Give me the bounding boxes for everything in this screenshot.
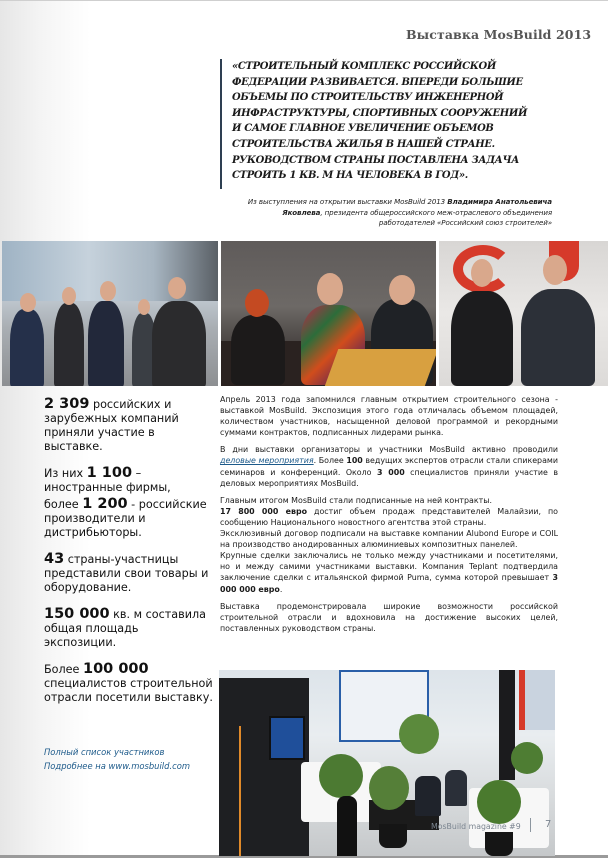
business-events-link[interactable]: деловые мероприятия: [220, 456, 314, 466]
stat-number: 2 309: [44, 396, 90, 412]
person-figure: [10, 309, 44, 386]
photo-strip: [0, 241, 608, 386]
magazine-issue: MosBuild magazine #9: [431, 822, 521, 831]
person-figure: [451, 291, 513, 386]
stat-companies: 2 309 российских и зарубежных компаний приняли участие в выставке.: [44, 396, 179, 453]
speaker-name: Владимира Анатольевича Яковлева: [282, 197, 552, 217]
person-head: [543, 255, 567, 285]
pull-quote: [220, 59, 560, 189]
stat-number: 1 200: [82, 496, 128, 512]
person-head: [389, 275, 415, 305]
paragraph: Апрель 2013 года запомнился главным открытием строительного сезона - выставкой MosBuild. Экспозиция этого года отличалась объемом площадей, количеством участников, насыщенной деловой программой и рекордными суммами контрактов, подписанных лидерами рынка.: [220, 395, 558, 438]
person-head: [317, 273, 343, 305]
paragraph: В дни выставки организаторы и участники MosBuild активно проводили деловые мероприятия. Более 100 ведущих экспертов отрасли стали спикерами семинаров и конференций. Около 3 000 специалистов приняли участие в деловых мероприятиях MosBuild.: [220, 445, 558, 488]
quote-line: РУКОВОДСТВОМ СТРАНЫ ПОСТАВЛЕНА ЗАДАЧА: [232, 154, 520, 166]
quote-attribution: [232, 197, 552, 229]
quote-line: СТРОИТЕЛЬСТВА ЖИЛЬЯ В НАШЕЙ СТРАНЕ.: [232, 138, 495, 150]
person-head: [100, 281, 116, 301]
visitor-figure: [445, 770, 467, 806]
staff-figure: [337, 796, 357, 856]
person-head: [20, 293, 36, 312]
paragraph: Выставка продемонстрировала широкие возможности российской строительной отрасли и вдохновила на достижение высоких целей, поставленных руководством страны.: [220, 601, 558, 633]
plant: [319, 754, 363, 798]
person-head: [62, 287, 76, 305]
paragraph: 17 800 000 евро достиг объем продаж представителей Малайзии, по сообщению Национального новостного агентства этой страны.: [220, 506, 558, 527]
mosbuild-website-link[interactable]: Подробнее на www.mosbuild.com: [44, 761, 190, 771]
stand-wall: [219, 678, 309, 856]
photo-meeting: [221, 241, 436, 386]
visitor-figure: [415, 776, 441, 816]
stat-number: 100 000: [83, 661, 149, 677]
person-figure: [521, 289, 595, 386]
paragraph: Эксклюзивный договор подписали на выставке компании Alubond Europe и COIL на производство анодированных алюминиевых композитных панелей.: [220, 529, 558, 550]
footer-divider: [530, 818, 531, 832]
stat-countries: 43 страны-участницы представили свои товары и оборудование.: [44, 551, 209, 594]
plant: [399, 714, 439, 754]
person-head: [245, 289, 269, 317]
plant-pot: [379, 824, 407, 848]
tv-screen: [269, 716, 305, 760]
key-figures: [44, 397, 214, 717]
person-head: [471, 259, 493, 287]
quote-line: И САМОЕ ГЛАВНОЕ УВЕЛИЧЕНИЕ ОБЪЕМОВ: [232, 123, 494, 135]
paragraph: Главным итогом MosBuild стали подписанные на ней контракты.: [220, 495, 492, 505]
section-title: Выставка MosBuild 2013: [406, 27, 592, 42]
stat-number: 150 000: [44, 606, 110, 622]
person-figure: [88, 301, 124, 386]
person-figure: [152, 301, 206, 386]
folder: [324, 349, 436, 386]
stat-foreign: Из них 1 100 – иностранные фирмы,: [44, 465, 171, 494]
quote-line: ОБЪЕМЫ ПО СТРОИТЕЛЬСТВУ ИНЖЕНЕРНОЙ: [232, 92, 504, 104]
stat-domestic: более 1 200 - российские производители и дистрибьюторы.: [44, 496, 207, 539]
paragraph: Крупные сделки заключались не только между участниками и посетителями, но и между самими участниками выставки. Компания Teplant подтвердила заключение сделки с итальянской фирмой Puma, сумма которой превышает 3 000 000 евро.: [220, 551, 558, 594]
stat-visitors: Более 100 000 специалистов строительной отрасли посетили выставку.: [44, 661, 213, 704]
quote-line: СТРОИТЬ 1 КВ. М НА ЧЕЛОВЕКА В ГОД».: [232, 170, 468, 182]
photo-delegation: [2, 241, 218, 386]
quote-line: ИНФРАСТРУКТУРЫ, СПОРТИВНЫХ СООРУЖЕНИЙ: [232, 107, 528, 119]
person-head: [168, 277, 186, 299]
attribution-prefix: Из выступления на открытии выставки MosBuild 2013: [247, 197, 448, 206]
person-figure: [54, 303, 84, 386]
stat-area: 150 000 кв. м составила общая площадь экспозиции.: [44, 606, 206, 649]
person-figure: [231, 315, 285, 385]
photo-handshake: [439, 241, 608, 386]
quote-line: «СТРОИТЕЛЬНЫЙ КОМПЛЕКС РОССИЙСКОЙ: [232, 61, 496, 72]
quote-line: ФЕДЕРАЦИИ РАЗВИВАЕТСЯ. ВПЕРЕДИ БОЛЬШИЕ: [232, 76, 523, 88]
page-number: 7: [545, 819, 552, 830]
attribution-suffix: , президента общероссийского меж-отраслевого объединения работодателей «Российский союз строителей»: [320, 207, 552, 228]
person-head: [138, 299, 150, 315]
plant: [369, 766, 409, 810]
related-links: [44, 745, 214, 773]
article-body: [220, 394, 558, 640]
participants-list-link[interactable]: Полный список участников: [44, 747, 165, 757]
stand-panel: [519, 670, 555, 730]
plant: [477, 780, 521, 824]
plant-pot: [485, 832, 513, 856]
plant: [511, 742, 543, 774]
stand-accent: [239, 726, 241, 856]
stat-number: 43: [44, 551, 65, 567]
stat-number: 1 100: [86, 465, 133, 481]
